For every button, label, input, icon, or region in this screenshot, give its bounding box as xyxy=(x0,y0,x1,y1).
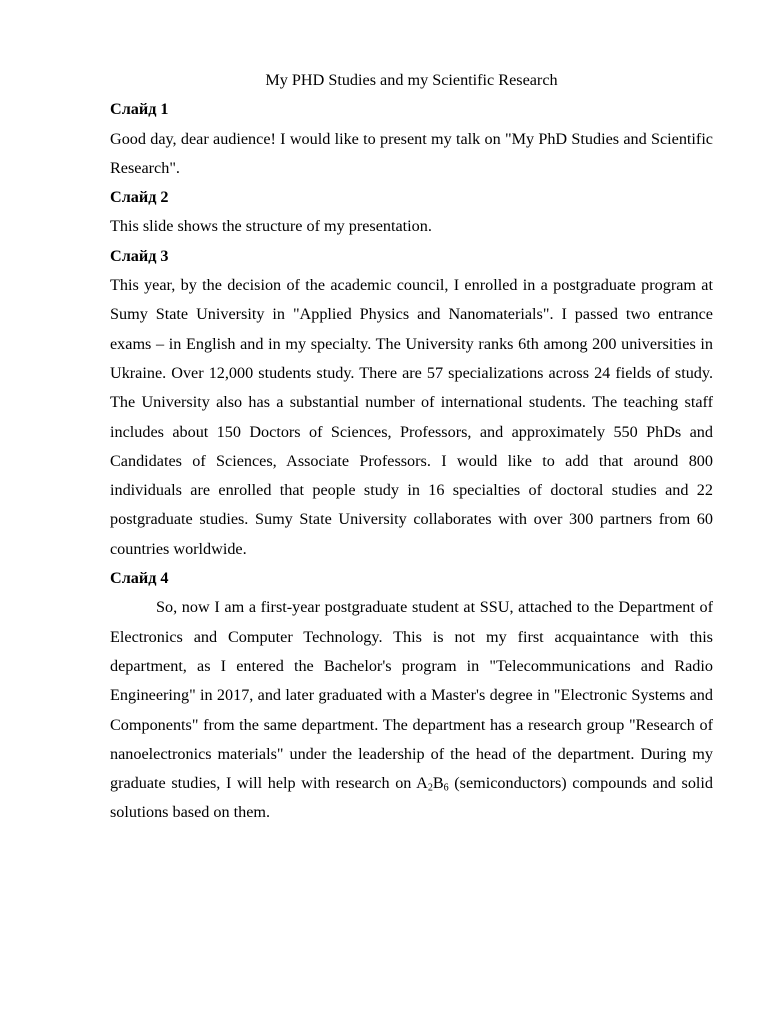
slide-1-heading: Слайд 1 xyxy=(110,100,169,119)
formula-element-a: A xyxy=(416,774,428,793)
formula-subscript-a: 2 xyxy=(427,782,433,794)
slide-3-paragraph: This year, by the decision of the academic council, I enrolled in a postgraduate program at Sumy State University in "Applied Physics and Nanomaterials". I passed two entrance exams – in English and in my specialty. The University ranks 6th among 200 universities in Ukraine. Over 12,000 students study. There are 57 specializations across 24 fields of study. The University also has a substantial number of international students. The teaching staff includes about 150 Doctors of Sciences, Professors, and approximately 550 PhDs and Candidates of Sciences, Associate Professors. I would like to add that around 800 individuals are enrolled that people study in 16 specialties of doctoral studies and 22 postgraduate studies. Sumy State University collaborates with over 300 partners from 60 countries worldwide. xyxy=(110,276,713,558)
slide-2-paragraph: This slide shows the structure of my presentation. xyxy=(110,217,432,236)
formula-element-b: B xyxy=(432,774,444,793)
slide-4-paragraph xyxy=(110,593,713,827)
document-title: My PHD Studies and my Scientific Research xyxy=(265,71,558,89)
slide-1-paragraph: Good day, dear audience! I would like to present my talk on "My PhD Studies and Scientific Research". xyxy=(110,129,713,177)
slide-4-text-after: (semiconductors) compounds and solid solutions based on them. xyxy=(110,774,713,822)
slide-4-heading: Слайд 4 xyxy=(110,569,169,588)
compound-formula xyxy=(416,774,449,792)
slide-2-heading: Слайд 2 xyxy=(110,188,169,207)
formula-subscript-b: 6 xyxy=(443,782,449,794)
document-page xyxy=(110,66,713,828)
slide-3-heading: Слайд 3 xyxy=(110,246,169,265)
slide-4-text-before: So, now I am a first-year postgraduate student at SSU, attached to the Department of Electronics and Computer Technology. This is not my first acquaintance with this department, as I entered the Bachelor's program in "Telecommunications and Radio Engineering" in 2017, and later graduated with a Master's degree in "Electronic Systems and Components" from the same department. The department has a research group "Research of nanoelectronics materials" under the leadership of the head of the department. During my graduate studies, I will help with research on xyxy=(110,598,713,793)
